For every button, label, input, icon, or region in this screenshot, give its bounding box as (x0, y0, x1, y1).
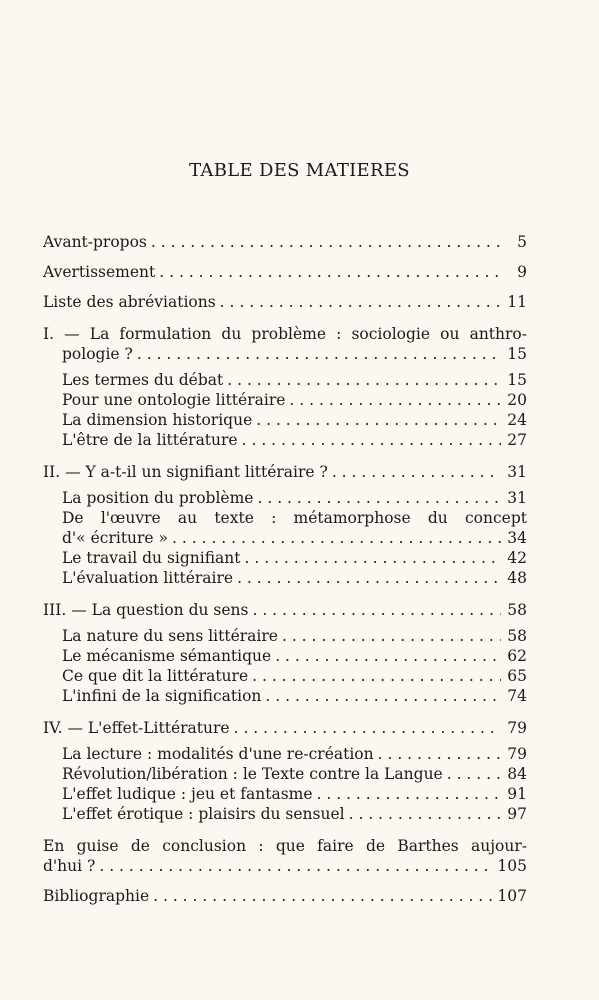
toc-leader (349, 804, 501, 824)
toc-leader (317, 784, 501, 804)
toc-leader (99, 856, 493, 876)
toc-entry-label: La nature du sens littéraire (62, 627, 278, 645)
toc-leader (227, 370, 501, 390)
toc-entry-label: Le travail du signifiant (62, 549, 241, 567)
toc-entry-page: 97 (507, 805, 527, 823)
toc-entry-page: 42 (507, 549, 527, 567)
toc-subentry (43, 390, 527, 410)
toc-subentry (43, 744, 527, 764)
toc-entry-label: IV. — L'effet-Littérature (43, 719, 230, 737)
toc-entry (43, 886, 527, 906)
toc-subentry (43, 488, 527, 508)
toc-leader (289, 390, 501, 410)
toc-leader (237, 568, 501, 588)
toc-entry-label: d'« écriture » (62, 529, 169, 547)
toc-entry-page: 31 (507, 463, 527, 481)
toc-entry-page: 58 (507, 601, 527, 619)
toc-entry (43, 232, 527, 252)
table-of-contents (43, 232, 527, 906)
toc-leader (245, 548, 501, 568)
toc-entry-label: d'hui ? (43, 857, 96, 875)
toc-subentry (43, 548, 527, 568)
toc-entry-page: 9 (517, 263, 527, 281)
toc-entry-label: Avant-propos (43, 233, 147, 251)
toc-subentry (43, 764, 527, 784)
toc-entry-label: Les termes du débat (62, 371, 224, 389)
toc-entry-label: La position du problème (62, 489, 254, 507)
toc-subentry (43, 626, 527, 646)
toc-entry-page: 65 (507, 667, 527, 685)
toc-leader (220, 292, 501, 312)
toc-entry-page: 5 (517, 233, 527, 251)
toc-entry-label: Pour une ontologie littéraire (62, 391, 286, 409)
toc-entry-label: II. — Y a-t-il un signifiant littéraire ? (43, 463, 328, 481)
toc-subentry (43, 646, 527, 666)
toc-entry-page: 27 (507, 431, 527, 449)
toc-entry-label: En guise de conclusion : que faire de Barthes aujour- (43, 837, 527, 855)
toc-subentry (43, 784, 527, 804)
toc-subentry (43, 804, 527, 824)
toc-entry-page: 58 (507, 627, 527, 645)
toc-leader (151, 232, 501, 252)
toc-subentry (43, 430, 527, 450)
toc-entry (43, 292, 527, 312)
toc-entry-page: 48 (507, 569, 527, 587)
toc-leader (242, 430, 501, 450)
toc-leader (137, 344, 501, 364)
toc-leader (159, 262, 501, 282)
toc-entry-page: 107 (497, 887, 527, 905)
toc-leader (282, 626, 501, 646)
toc-entry (43, 600, 527, 620)
toc-entry-label: III. — La question du sens (43, 601, 249, 619)
toc-leader (234, 718, 501, 738)
toc-entry-label: La lecture : modalités d'une re-création (62, 745, 374, 763)
toc-entry-label: Bibliographie (43, 887, 150, 905)
toc-entry-page: 79 (507, 745, 527, 763)
toc-subentry (43, 370, 527, 390)
toc-entry-page: 24 (507, 411, 527, 429)
toc-leader (252, 600, 501, 620)
toc-entry-label: Ce que dit la littérature (62, 667, 249, 685)
toc-entry-label: L'évaluation littéraire (62, 569, 234, 587)
toc-leader (153, 886, 493, 906)
toc-leader (275, 646, 501, 666)
toc-entry (43, 718, 527, 738)
toc-entry-label: La dimension historique (62, 411, 253, 429)
toc-entry (43, 462, 527, 482)
toc-subentry (43, 410, 527, 430)
toc-entry-label: L'effet érotique : plaisirs du sensuel (62, 805, 345, 823)
toc-subentry (43, 528, 527, 548)
toc-entry (43, 856, 527, 876)
toc-entry-page: 20 (507, 391, 527, 409)
toc-entry-label: L'effet ludique : jeu et fantasme (62, 785, 313, 803)
toc-entry-page: 105 (497, 857, 527, 875)
toc-leader (172, 528, 501, 548)
toc-entry (43, 344, 527, 364)
toc-chapter-label: I. — La formulation du problème : sociologie ou anthro- (43, 325, 527, 343)
toc-leader (257, 488, 501, 508)
toc-entry-label: Liste des abréviations (43, 293, 216, 311)
toc-entry (43, 262, 527, 282)
toc-entry-label: Le mécanisme sémantique (62, 647, 272, 665)
toc-subentry-label: De l'œuvre au texte : métamorphose du concept (62, 509, 527, 527)
toc-subentry (43, 568, 527, 588)
toc-leader (252, 666, 501, 686)
toc-entry-page: 15 (507, 371, 527, 389)
toc-subentry (43, 666, 527, 686)
toc-subentry (43, 686, 527, 706)
toc-entry-page: 31 (507, 489, 527, 507)
toc-leader (256, 410, 501, 430)
toc-leader (447, 764, 501, 784)
toc-entry-page: 62 (507, 647, 527, 665)
page-title: TABLE DES MATIERES (189, 160, 410, 181)
toc-entry-label: Avertissement (43, 263, 156, 281)
toc-entry-page: 11 (507, 293, 527, 311)
toc-leader (378, 744, 501, 764)
toc-entry-page: 74 (507, 687, 527, 705)
toc-entry-label: pologie ? (62, 345, 133, 363)
toc-entry-page: 79 (507, 719, 527, 737)
toc-leader (332, 462, 501, 482)
toc-entry-label: L'infini de la signification (62, 687, 262, 705)
toc-entry-page: 91 (507, 785, 527, 803)
toc-entry-label: L'être de la littérature (62, 431, 238, 449)
toc-entry-page: 84 (507, 765, 527, 783)
toc-entry-label: Révolution/libération : le Texte contre la Langue (62, 765, 443, 783)
toc-entry-page: 34 (507, 529, 527, 547)
toc-leader (265, 686, 501, 706)
toc-entry-page: 15 (507, 345, 527, 363)
